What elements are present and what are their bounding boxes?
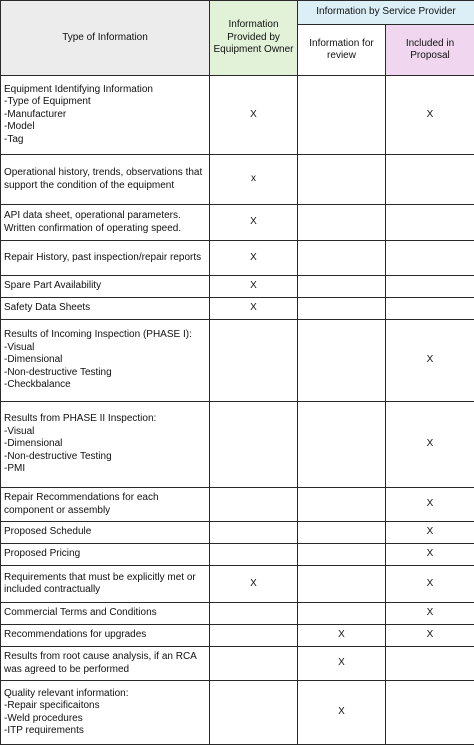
cell-owner-mark [210, 320, 298, 402]
cell-review-mark [298, 205, 386, 241]
table-row [1, 566, 474, 603]
cell-owner-mark [210, 603, 298, 625]
cell-type-of-information: Repair History, past inspection/repair reports [1, 241, 210, 276]
cell-review-mark: X [298, 681, 386, 745]
cell-owner-mark: X [210, 205, 298, 241]
cell-type-of-information: Operational history, trends, observations that support the condition of the equipment [1, 155, 210, 205]
cell-proposal-mark [386, 276, 474, 298]
cell-type-of-information: Proposed Pricing [1, 544, 210, 566]
cell-review-mark [298, 544, 386, 566]
cell-proposal-mark: X [386, 603, 474, 625]
cell-proposal-mark [386, 298, 474, 320]
cell-type-of-information: Safety Data Sheets [1, 298, 210, 320]
cell-owner-mark [210, 522, 298, 544]
cell-proposal-mark [386, 155, 474, 205]
table-row [1, 625, 474, 647]
cell-type-of-information: Proposed Schedule [1, 522, 210, 544]
cell-proposal-mark [386, 241, 474, 276]
cell-type-of-information: Results of Incoming Inspection (PHASE I): -Visual -Dimensional -Non-destructive Testing -Checkbalance [1, 320, 210, 402]
cell-owner-mark [210, 625, 298, 647]
header-included-in-proposal: Included in Proposal [386, 25, 474, 76]
cell-review-mark: X [298, 625, 386, 647]
cell-review-mark [298, 241, 386, 276]
table-row [1, 488, 474, 522]
cell-review-mark [298, 298, 386, 320]
cell-proposal-mark [386, 205, 474, 241]
table-row [1, 298, 474, 320]
header-information-for-review: Information for review [298, 25, 386, 76]
cell-owner-mark [210, 544, 298, 566]
cell-type-of-information: Results from PHASE II Inspection: -Visual -Dimensional -Non-destructive Testing -PMI [1, 402, 210, 488]
cell-proposal-mark [386, 647, 474, 681]
cell-review-mark [298, 566, 386, 603]
table-row [1, 276, 474, 298]
cell-proposal-mark: X [386, 522, 474, 544]
table-body [1, 76, 474, 745]
cell-owner-mark [210, 402, 298, 488]
table-row [1, 681, 474, 745]
cell-type-of-information: Commercial Terms and Conditions [1, 603, 210, 625]
cell-review-mark [298, 276, 386, 298]
cell-type-of-information: Quality relevant information: -Repair specificaitons -Weld procedures -ITP requirements [1, 681, 210, 745]
cell-proposal-mark: X [386, 566, 474, 603]
cell-owner-mark [210, 488, 298, 522]
cell-review-mark [298, 522, 386, 544]
cell-proposal-mark: X [386, 320, 474, 402]
cell-review-mark: X [298, 647, 386, 681]
table-row [1, 402, 474, 488]
cell-proposal-mark: X [386, 625, 474, 647]
table-row [1, 205, 474, 241]
cell-review-mark [298, 488, 386, 522]
cell-owner-mark: X [210, 298, 298, 320]
cell-proposal-mark: X [386, 402, 474, 488]
cell-review-mark [298, 402, 386, 488]
cell-owner-mark: X [210, 566, 298, 603]
table-row [1, 647, 474, 681]
table-row [1, 544, 474, 566]
cell-review-mark [298, 320, 386, 402]
table-row [1, 603, 474, 625]
cell-type-of-information: Equipment Identifying Information -Type of Equipment -Manufacturer -Model -Tag [1, 76, 210, 155]
cell-owner-mark [210, 647, 298, 681]
header-service-provider: Information by Service Provider [298, 1, 474, 25]
cell-type-of-information: Results from root cause analysis, if an RCA was agreed to be performed [1, 647, 210, 681]
cell-owner-mark: X [210, 276, 298, 298]
cell-type-of-information: Requirements that must be explicitly met or included contractually [1, 566, 210, 603]
table-row [1, 155, 474, 205]
cell-review-mark [298, 76, 386, 155]
cell-owner-mark: X [210, 76, 298, 155]
header-type-of-information: Type of Information [1, 1, 210, 76]
table-row [1, 76, 474, 155]
cell-owner-mark [210, 681, 298, 745]
cell-proposal-mark [386, 681, 474, 745]
cell-proposal-mark: X [386, 544, 474, 566]
cell-proposal-mark: X [386, 76, 474, 155]
header-equipment-owner: Information Provided by Equipment Owner [210, 1, 298, 76]
table-row [1, 320, 474, 402]
cell-owner-mark: x [210, 155, 298, 205]
cell-type-of-information: Recommendations for upgrades [1, 625, 210, 647]
cell-proposal-mark: X [386, 488, 474, 522]
cell-owner-mark: X [210, 241, 298, 276]
table-row [1, 522, 474, 544]
cell-type-of-information: Spare Part Availability [1, 276, 210, 298]
table-header [1, 1, 474, 76]
cell-review-mark [298, 155, 386, 205]
cell-type-of-information: Repair Recommendations for each component or assembly [1, 488, 210, 522]
cell-type-of-information: API data sheet, operational parameters. Written confirmation of operating speed. [1, 205, 210, 241]
table-row [1, 241, 474, 276]
cell-review-mark [298, 603, 386, 625]
